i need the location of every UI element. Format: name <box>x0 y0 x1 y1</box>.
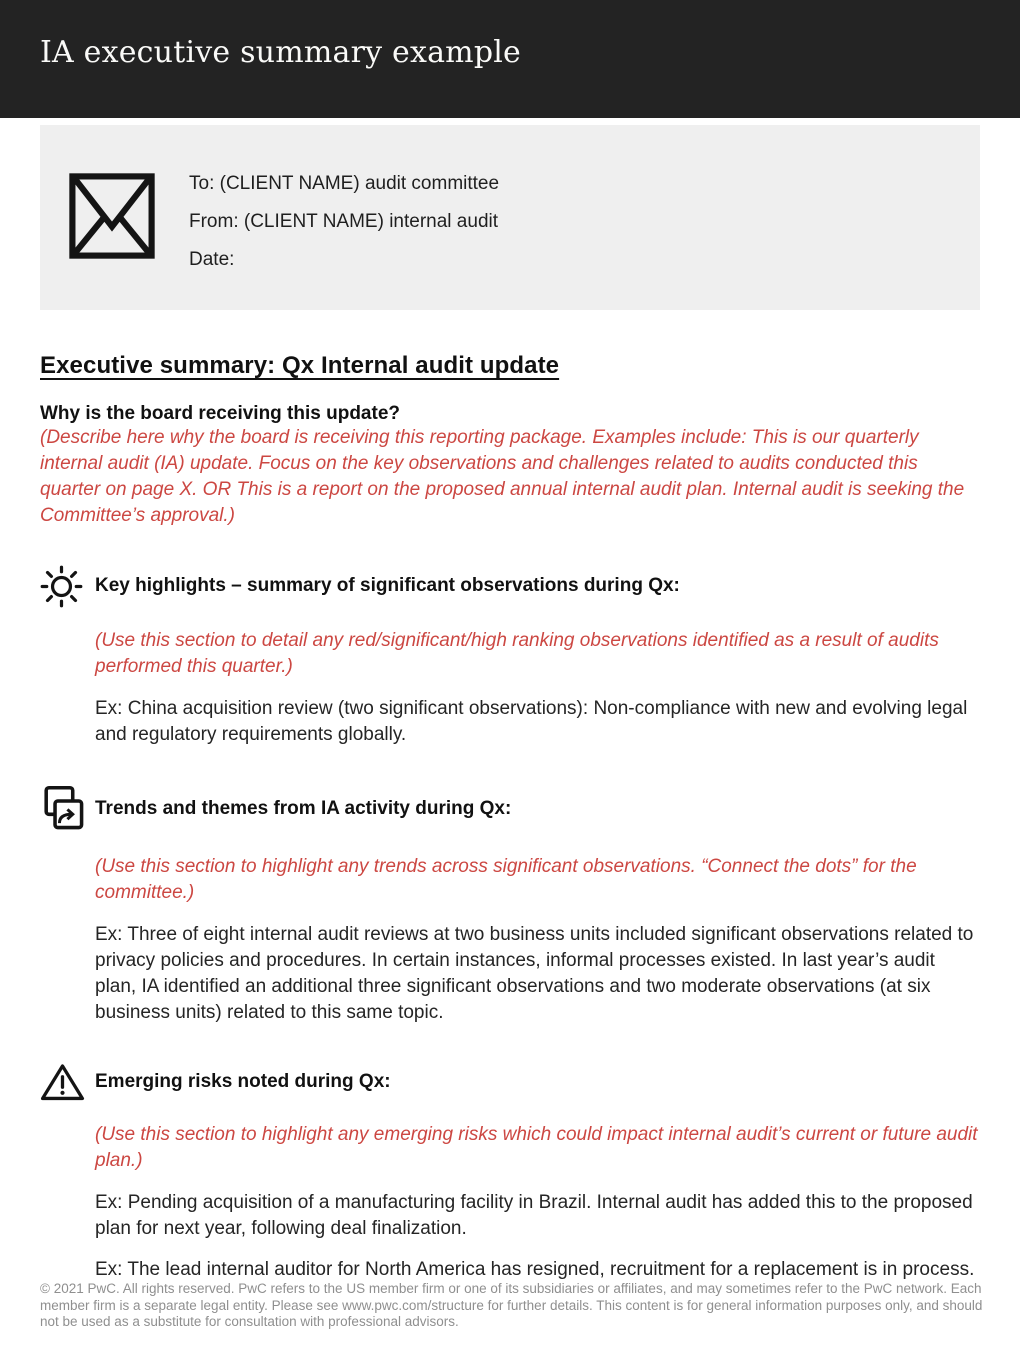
executive-summary-heading: Executive summary: Qx Internal audit update <box>40 352 560 379</box>
section-trends-themes-header <box>40 784 980 834</box>
key-highlights-guidance: (Use this section to detail any red/significant/high ranking observations identified as a result of audits performed this quarter.) <box>95 630 939 677</box>
memo-header-box <box>40 125 980 310</box>
envelope-icon <box>68 171 156 261</box>
section-emerging-risks <box>40 1062 980 1283</box>
why-board-subheading: Why is the board receiving this update? <box>40 403 400 424</box>
section-emerging-risks-title: Emerging risks noted during Qx: <box>95 1070 391 1092</box>
page-header-banner <box>0 0 1020 118</box>
section-emerging-risks-header <box>40 1062 980 1102</box>
trends-themes-guidance: (Use this section to highlight any trends across significant observations. “Connect the dots” for the committee.) <box>95 856 917 903</box>
memo-to-line: To: (CLIENT NAME) audit committee <box>189 173 500 194</box>
document-body <box>0 352 1020 1283</box>
memo-fields <box>189 165 499 279</box>
sun-icon <box>40 565 83 608</box>
memo-from-line: From: (CLIENT NAME) internal audit <box>189 211 499 232</box>
emerging-risks-example-1: Ex: Pending acquisition of a manufacturing facility in Brazil. Internal audit has added this to the proposed plan for next year, following deal finalization. <box>95 1192 973 1239</box>
intro-guidance-text: (Describe here why the board is receiving this reporting package. Examples include: This is our quarterly internal audit (IA) update. Focus on the key observations and challenges related to audits conducted this quarter on page X. OR This is a report on the proposed annual internal audit plan. Internal audit is seeking the Committee’s approval.) <box>40 427 965 526</box>
emerging-risks-guidance: (Use this section to highlight any emerging risks which could impact internal audit’s current or future audit plan.) <box>95 1124 978 1171</box>
key-highlights-example: Ex: China acquisition review (two significant observations): Non-compliance with new and evolving legal and regulatory requirements globally. <box>95 698 968 745</box>
warning-triangle-icon <box>40 1062 85 1102</box>
section-key-highlights <box>40 565 980 748</box>
documents-icon <box>40 784 86 834</box>
section-key-highlights-title: Key highlights – summary of significant observations during Qx: <box>95 575 680 597</box>
copyright-footer: © 2021 PwC. All rights reserved. PwC refers to the US member firm or one of its subsidiaries or affiliates, and may sometimes refer to the PwC network. Each member firm is a separate legal entity. Please see www.pwc.com/structure for further details. This content is for general information purposes only, and should not be used as a substitute for consultation with professional advisors. <box>40 1281 983 1329</box>
page-title: IA executive summary example <box>40 35 521 70</box>
section-key-highlights-header <box>40 565 980 608</box>
memo-date-line: Date: <box>189 249 235 270</box>
trends-themes-example: Ex: Three of eight internal audit reviews at two business units included significant observations related to privacy policies and procedures. In certain instances, informal processes existed. In last year’s audit plan, IA identified an additional three significant observations and two moderate observations (at six business units) related to this same topic. <box>95 924 974 1023</box>
section-trends-themes <box>40 784 980 1026</box>
section-trends-themes-title: Trends and themes from IA activity during Qx: <box>95 797 512 819</box>
emerging-risks-example-2: Ex: The lead internal auditor for North America has resigned, recruitment for a replacement is in process. <box>95 1259 975 1280</box>
